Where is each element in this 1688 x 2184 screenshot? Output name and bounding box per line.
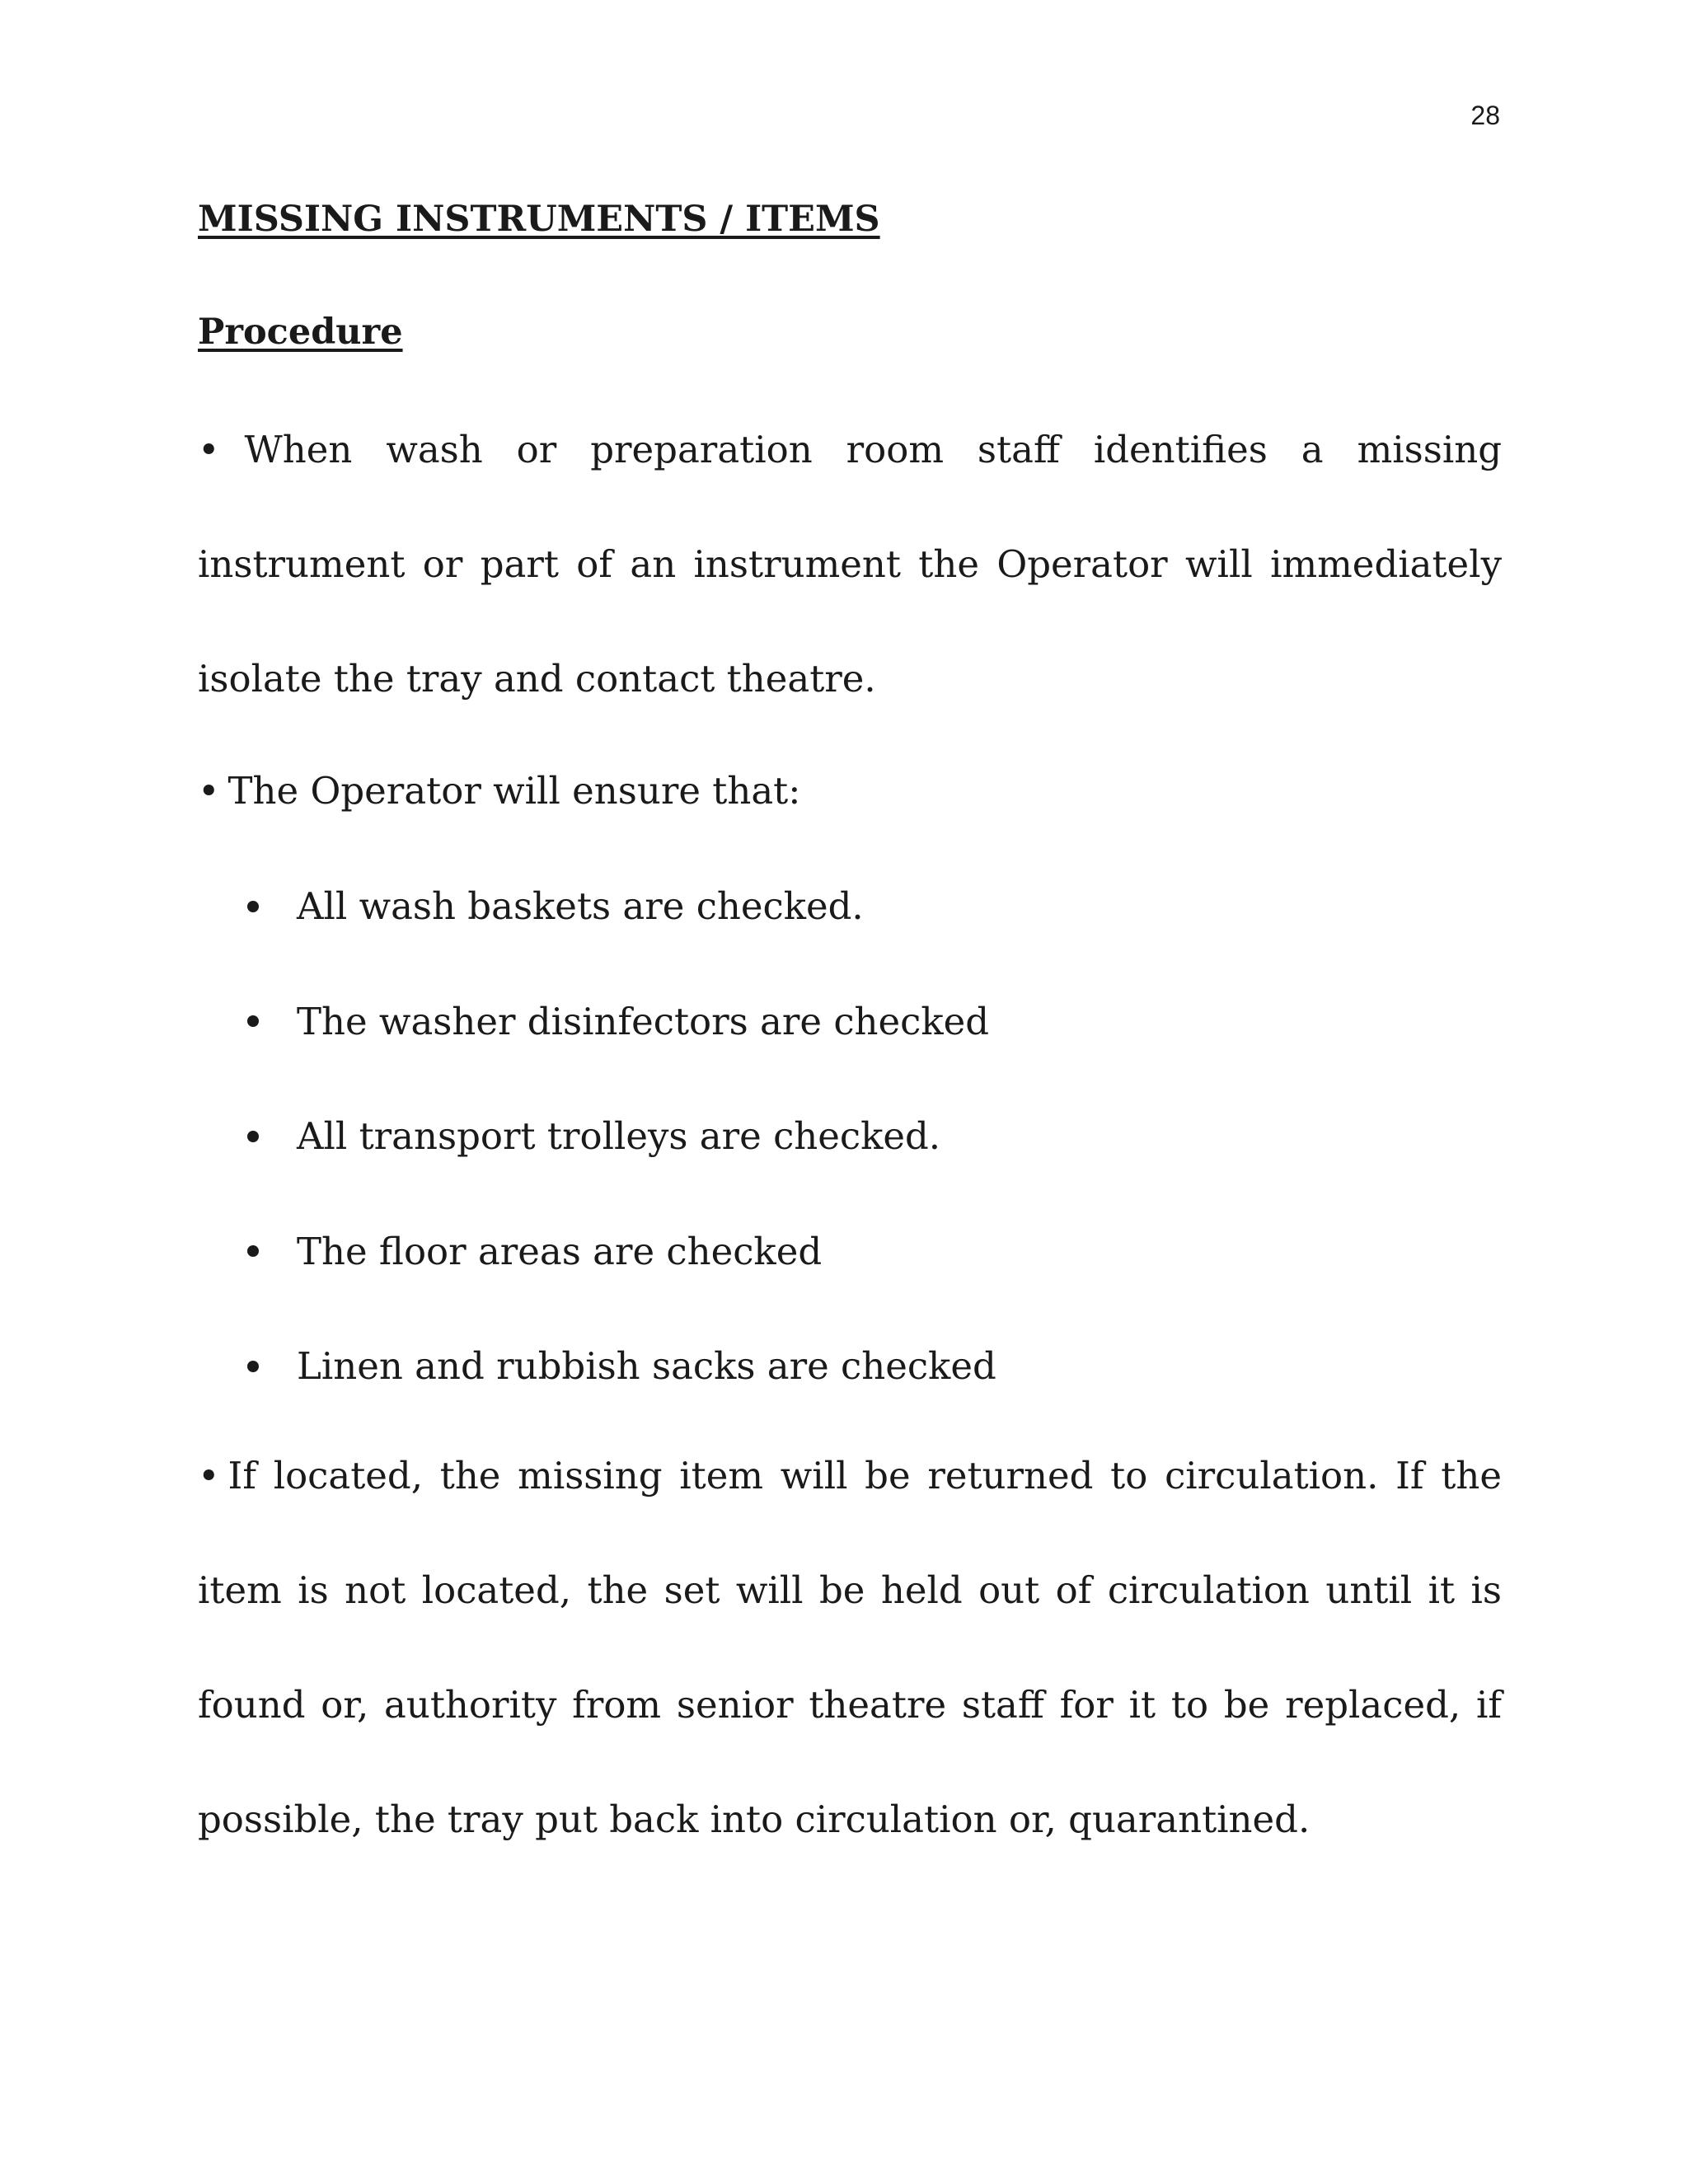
paragraph-operator-ensure (198, 733, 1502, 848)
paragraph-text: The Operator will ensure that: (227, 769, 801, 813)
bullet-icon: • (198, 769, 220, 813)
bullet-dot-icon (247, 1015, 259, 1027)
list-item (247, 849, 996, 964)
bullet-dot-icon (247, 1131, 259, 1142)
bullet-dot-icon (247, 901, 259, 912)
checklist (247, 849, 996, 1424)
list-item-text: Linen and rubbish sacks are checked (297, 1344, 996, 1388)
section-heading: Procedure (198, 312, 403, 353)
paragraph-identify-missing (198, 392, 1502, 736)
list-item (247, 1194, 996, 1310)
list-item-text: All wash baskets are checked. (297, 884, 864, 928)
list-item (247, 1309, 996, 1424)
paragraph-text: If located, the missing item will be returned to circulation. If the item is not located, the set will be held out of circulation until it is found or, authority from senior theatre staff for it to be replaced, if possible, the tray put back into circulation or, quarantined. (198, 1454, 1502, 1841)
paragraph-located-outcome (198, 1418, 1502, 1877)
bullet-icon: • (198, 428, 220, 471)
list-item (247, 1079, 996, 1194)
bullet-icon: • (198, 1454, 220, 1497)
list-item (247, 964, 996, 1080)
list-item-text: The washer disinfectors are checked (297, 999, 990, 1043)
list-item-text: All transport trolleys are checked. (297, 1114, 941, 1158)
bullet-dot-icon (247, 1245, 259, 1257)
page-number: 28 (1470, 101, 1500, 130)
paragraph-text: When wash or preparation room staff identifies a missing instrument or part of an instrument the Operator will immediately isolate the tray and contact theatre. (198, 428, 1502, 701)
list-item-text: The floor areas are checked (297, 1229, 823, 1273)
bullet-dot-icon (247, 1361, 259, 1372)
page-title: MISSING INSTRUMENTS / ITEMS (198, 199, 880, 240)
